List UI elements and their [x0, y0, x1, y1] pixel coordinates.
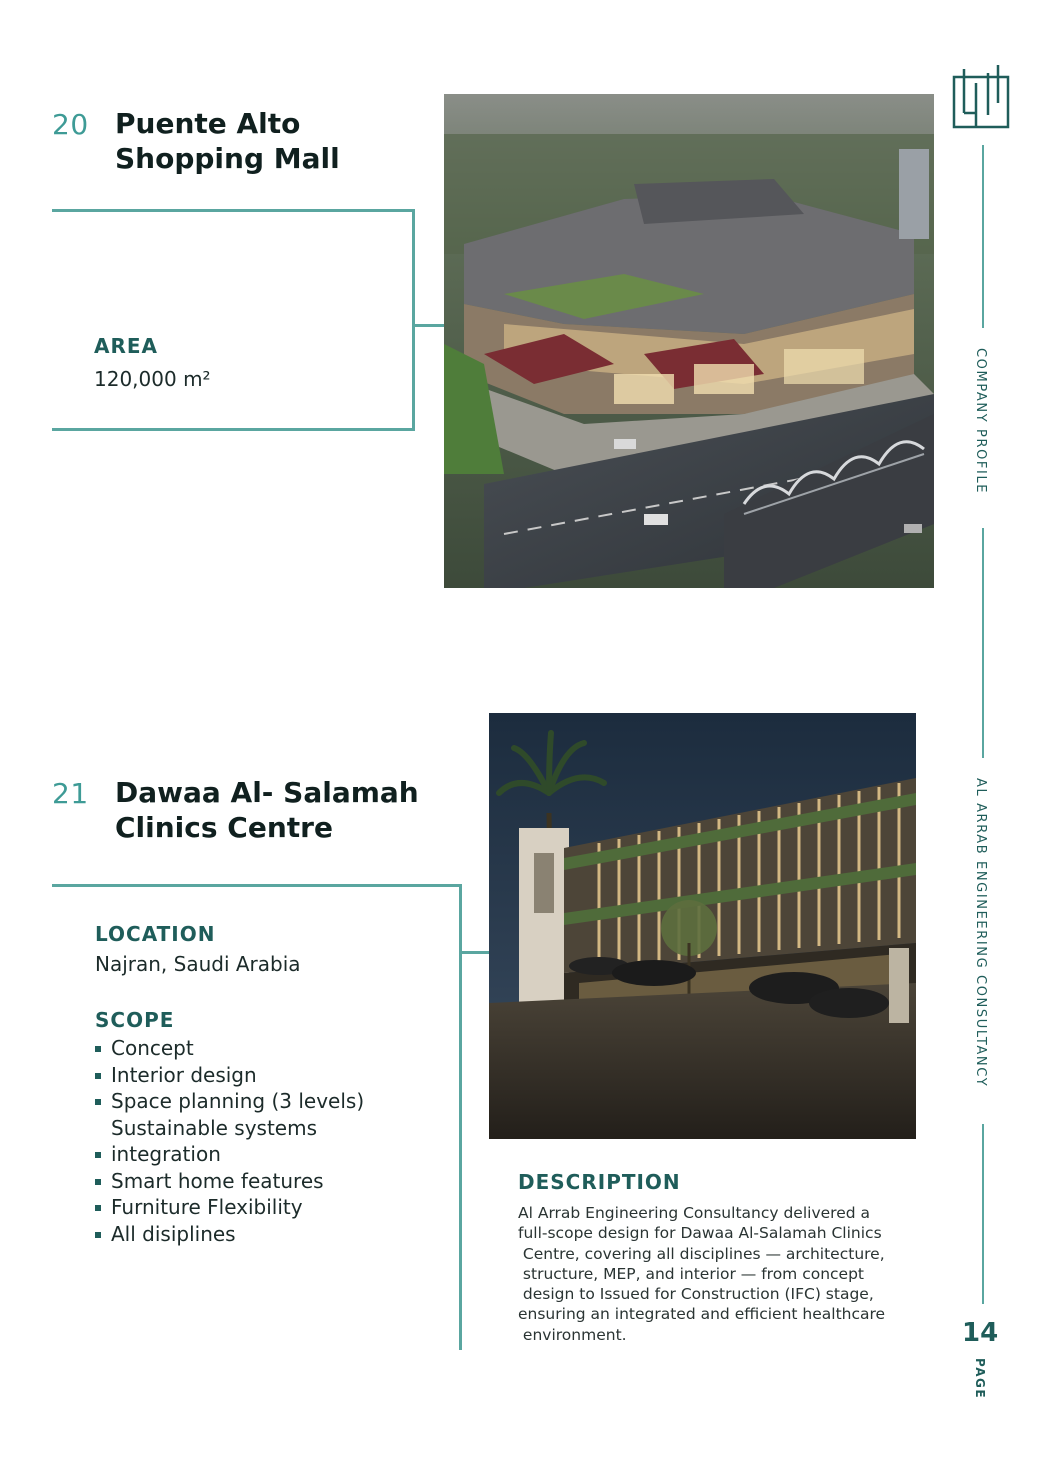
description-line: design to Issued for Construction (IFC) stage, [518, 1285, 874, 1304]
project-20-connector [415, 324, 445, 327]
scope-item: Sustainable systems [111, 1115, 318, 1140]
description-line: Al Arrab Engineering Consultancy delivered a [518, 1204, 870, 1222]
project-21-connector [462, 951, 490, 954]
area-label: AREA [94, 334, 159, 358]
clinics-centre-rendering-image [489, 713, 916, 1139]
project-20-bracket-bottom [52, 428, 415, 431]
sidebar-divider [982, 1124, 984, 1304]
project-20-bracket-right [412, 209, 415, 431]
sidebar-divider [982, 528, 984, 758]
scope-label: SCOPE [95, 1008, 175, 1032]
sidebar-divider [982, 145, 984, 328]
location-value: Najran, Saudi Arabia [95, 952, 301, 976]
scope-list [95, 1035, 364, 1247]
scope-item: Concept [95, 1035, 364, 1062]
project-20-title-line1: Puente Alto [115, 107, 301, 140]
description-line: ensuring an integrated and efficient healthcare [518, 1305, 886, 1324]
project-20-title [115, 106, 340, 176]
project-21-number: 21 [52, 777, 89, 810]
page-label: PAGE [973, 1358, 987, 1400]
location-label: LOCATION [95, 922, 216, 946]
project-21-title [115, 775, 419, 845]
description-line: Centre, covering all disciplines — architecture, [518, 1244, 885, 1263]
scope-item: Smart home features [95, 1168, 364, 1195]
shopping-mall-rendering-image [444, 94, 934, 588]
area-value: 120,000 m² [94, 367, 211, 391]
description-text [518, 1203, 958, 1345]
company-logo-icon [952, 63, 1010, 129]
company-name-label: AL ARRAB ENGINEERING CONSULTANCY [973, 778, 988, 1088]
description-line: environment. [518, 1325, 627, 1344]
scope-item: Interior design [95, 1062, 364, 1089]
scope-item: Furniture Flexibility [95, 1194, 364, 1221]
description-label: DESCRIPTION [518, 1170, 681, 1194]
page-number: 14 [962, 1318, 999, 1348]
project-21-title-line2: Clinics Centre [115, 811, 333, 844]
scope-item: All disiplines [95, 1221, 364, 1248]
project-21-bracket-top [52, 884, 462, 887]
scope-item: integration [95, 1141, 364, 1168]
description-line: full-scope design for Dawaa Al-Salamah Clinics [518, 1224, 882, 1243]
project-20-title-line2: Shopping Mall [115, 142, 340, 175]
description-line: structure, MEP, and interior — from concept [518, 1264, 865, 1283]
company-profile-label: COMPANY PROFILE [973, 348, 988, 495]
scope-item: Space planning (3 levels) [95, 1088, 364, 1115]
project-21-title-line1: Dawaa Al- Salamah [115, 776, 419, 809]
project-20-number: 20 [52, 108, 89, 141]
project-20-bracket-top [52, 209, 415, 212]
